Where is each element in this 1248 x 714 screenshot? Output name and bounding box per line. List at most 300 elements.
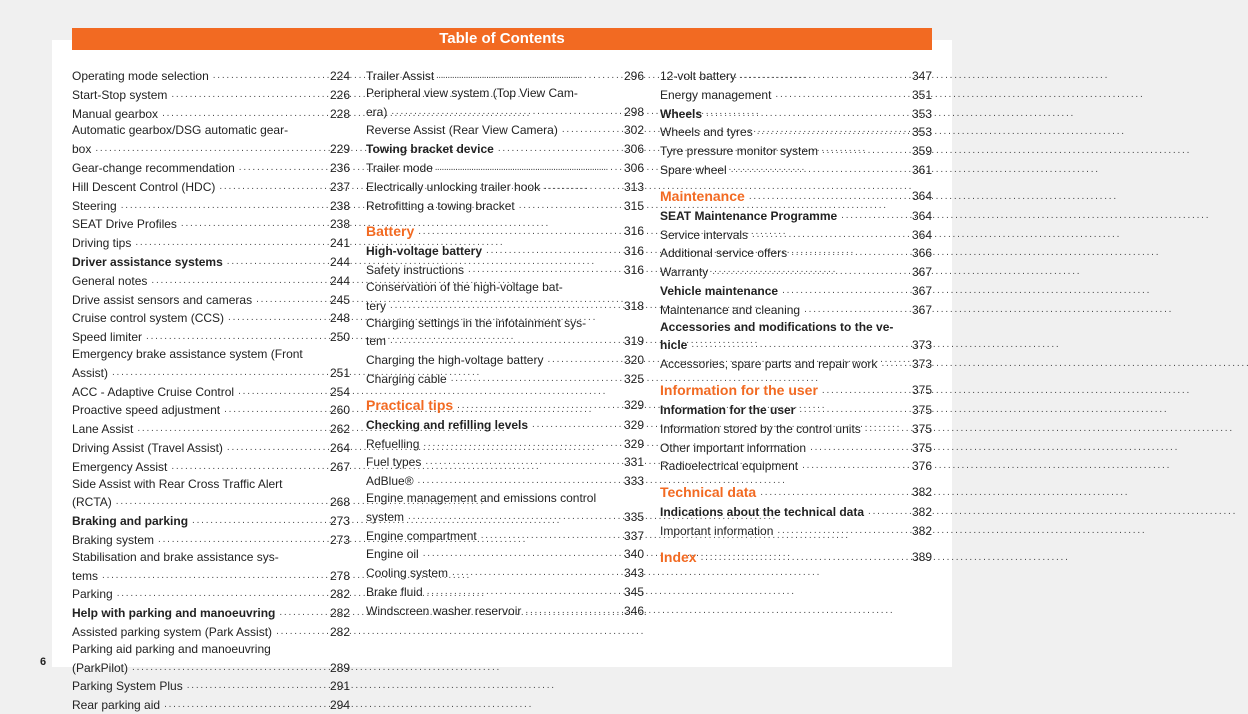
toc-entry-page: 224	[329, 69, 350, 83]
leader-dots	[390, 331, 618, 350]
leader-dots	[712, 262, 906, 281]
toc-entry-label: Driving Assist (Travel Assist)	[72, 440, 223, 455]
toc-entry-page: 333	[623, 474, 644, 489]
toc-entry-label: Tyre pressure monitor system	[660, 144, 819, 159]
leader-dots	[279, 603, 324, 622]
toc-entry-page: 361	[911, 162, 932, 177]
toc-entry-label: Rear parking aid	[72, 698, 161, 713]
toc-entry-page: 237	[329, 179, 350, 194]
toc-entry-label: Retrofitting a towing bracket	[366, 198, 515, 213]
toc-column-3	[660, 66, 932, 567]
toc-entry-page: 367	[911, 283, 932, 298]
toc-entry-page: 329	[623, 417, 644, 432]
leader-dots	[276, 622, 324, 641]
leader-dots	[135, 233, 324, 252]
toc-entry-page: 319	[623, 334, 644, 349]
toc-entry[interactable]	[72, 214, 350, 233]
toc-entry-page: 262	[329, 422, 350, 437]
toc-entry-page: 331	[623, 455, 644, 470]
toc-entry-label: Trailer mode	[366, 160, 433, 175]
toc-entry[interactable]	[660, 456, 932, 475]
toc-entry[interactable]	[72, 457, 350, 476]
toc-entry-label: Steering	[72, 198, 117, 213]
toc-entry-page: 278	[329, 568, 350, 583]
toc-entry-page: 366	[911, 246, 932, 261]
leader-dots	[162, 104, 324, 123]
toc-entry-label: Wheels and tyres	[660, 125, 753, 140]
toc-entry[interactable]	[366, 526, 644, 545]
leader-dots	[224, 400, 324, 419]
toc-entry[interactable]	[72, 177, 350, 196]
toc-entry-page: 248	[329, 311, 350, 326]
toc-entry[interactable]	[72, 695, 350, 714]
toc-entry[interactable]	[366, 471, 644, 490]
leader-dots	[777, 521, 906, 540]
toc-entry-label: Indications about the technical data	[660, 505, 865, 520]
toc-entry-page: 241	[329, 236, 350, 251]
toc-entry[interactable]	[366, 279, 644, 315]
toc-entry[interactable]	[660, 66, 932, 85]
leader-dots	[132, 658, 324, 677]
toc-entry-label: Manual gearbox	[72, 106, 159, 121]
toc-entry[interactable]	[72, 603, 350, 622]
leader-dots	[799, 400, 906, 419]
toc-entry-page: 340	[623, 547, 644, 562]
leader-dots	[158, 530, 324, 549]
toc-entry-label: Emergency Assist	[72, 459, 168, 474]
toc-entry-label: SEAT Maintenance Programme	[660, 208, 838, 223]
toc-entry-label: Electrically unlocking trailer hook	[366, 179, 541, 194]
toc-entry-label: General notes	[72, 273, 148, 288]
leader-dots	[775, 85, 906, 104]
leader-dots	[486, 241, 618, 260]
toc-entry-first-line: Charging settings in the infotainment sys-	[366, 315, 587, 330]
page-number: 6	[40, 656, 47, 668]
toc-entry-page: 264	[329, 440, 350, 455]
toc-entry-first-line: Stabilisation and brake assistance sys-	[72, 549, 279, 564]
toc-entry[interactable]	[366, 315, 644, 351]
toc-entry-page: 318	[623, 298, 644, 313]
leader-dots	[171, 85, 324, 104]
leader-dots	[239, 158, 324, 177]
leader-dots	[164, 695, 324, 714]
leader-dots	[238, 382, 324, 401]
toc-entry[interactable]	[660, 122, 932, 141]
toc-entry-label: Information for the user	[660, 381, 818, 398]
toc-entry-page: 364	[911, 188, 932, 203]
toc-entry-page: 353	[911, 125, 932, 140]
toc-entry-label: Additional service offers	[660, 246, 788, 261]
leader-dots	[187, 676, 324, 695]
toc-entry-label: hicle	[660, 338, 688, 353]
leader-dots	[562, 120, 618, 139]
toc-entry[interactable]	[660, 354, 932, 373]
toc-entry-label: (RCTA)	[72, 495, 112, 510]
leader-dots	[95, 139, 324, 158]
toc-entry-page: 376	[911, 459, 932, 474]
leader-dots	[437, 158, 618, 177]
toc-entry[interactable]	[72, 438, 350, 457]
toc-entry-first-line: Conservation of the high-voltage bat-	[366, 279, 563, 294]
toc-entry[interactable]	[366, 452, 644, 471]
toc-entry-label: Accessories, spare parts and repair work	[660, 357, 878, 372]
toc-entry-page: 251	[329, 365, 350, 380]
toc-entry-label: Speed limiter	[72, 330, 143, 345]
toc-entry-label: Wheels	[660, 106, 703, 121]
toc-entry-page: 282	[329, 587, 350, 602]
toc-entry-label: Help with parking and manoeuvring	[72, 606, 276, 621]
toc-entry[interactable]	[660, 262, 932, 281]
toc-entry[interactable]	[72, 584, 350, 603]
toc-entry[interactable]	[660, 502, 932, 521]
leader-dots	[391, 102, 618, 121]
toc-entry-page: 268	[329, 495, 350, 510]
toc-entry[interactable]	[72, 327, 350, 346]
leader-dots	[782, 281, 906, 300]
toc-entry[interactable]	[72, 476, 350, 512]
toc-entry[interactable]	[366, 241, 644, 260]
toc-entry[interactable]	[72, 676, 350, 695]
toc-entry-page: 373	[911, 338, 932, 353]
leader-dots	[525, 601, 618, 620]
toc-entry-label: (ParkPilot)	[72, 660, 129, 675]
toc-entry[interactable]	[660, 438, 932, 457]
toc-entry-label: Maintenance and cleaning	[660, 302, 801, 317]
leader-dots	[192, 511, 324, 530]
leader-dots	[425, 452, 618, 471]
leader-dots	[418, 471, 618, 490]
toc-column-2	[366, 66, 644, 620]
toc-entry[interactable]	[660, 104, 932, 123]
toc-entry[interactable]	[366, 563, 644, 582]
toc-section-heading[interactable]	[660, 185, 932, 206]
toc-entry-label: system	[366, 509, 405, 524]
leader-dots	[228, 308, 324, 327]
leader-dots	[802, 456, 906, 475]
leader-dots	[137, 419, 324, 438]
toc-entry[interactable]	[72, 122, 350, 158]
toc-entry-page: 229	[329, 142, 350, 157]
toc-entry[interactable]	[660, 225, 932, 244]
toc-entry[interactable]	[660, 85, 932, 104]
toc-entry-page: 254	[329, 384, 350, 399]
leader-dots	[791, 243, 906, 262]
toc-entry[interactable]	[72, 419, 350, 438]
toc-section-heading[interactable]	[660, 379, 932, 400]
toc-entry-page: 335	[623, 509, 644, 524]
leader-dots	[423, 544, 618, 563]
leader-dots	[544, 177, 618, 196]
leader-dots	[451, 369, 618, 388]
toc-entry-page: 238	[329, 198, 350, 213]
toc-entry[interactable]	[72, 196, 350, 215]
toc-entry-label: Hill Descent Control (HDC)	[72, 179, 216, 194]
leader-dots	[865, 419, 906, 438]
toc-entry-page: 296	[623, 69, 644, 83]
toc-entry-page: 306	[623, 142, 644, 157]
toc-entry[interactable]	[72, 66, 350, 85]
toc-entry-page: 347	[911, 69, 932, 83]
toc-entry-label: Reverse Assist (Rear View Camera)	[366, 123, 558, 138]
toc-entry[interactable]	[72, 622, 350, 641]
toc-entry[interactable]	[366, 415, 644, 434]
leader-dots	[532, 415, 618, 434]
toc-entry-page: 282	[329, 624, 350, 639]
leader-dots	[117, 584, 324, 603]
toc-entry-label: Proactive speed adjustment	[72, 403, 221, 418]
leader-dots	[102, 566, 324, 585]
leader-dots	[418, 220, 618, 241]
leader-dots	[822, 379, 906, 400]
toc-entry-page: 364	[911, 227, 932, 242]
toc-entry-label: Important information	[660, 523, 774, 538]
toc-entry[interactable]	[366, 350, 644, 369]
toc-entry-page: 236	[329, 160, 350, 175]
toc-entry-label: Engine oil	[366, 547, 419, 562]
toc-entry[interactable]	[72, 530, 350, 549]
toc-entry[interactable]	[366, 196, 644, 215]
toc-entry-label: Safety instructions	[366, 263, 465, 278]
toc-entry[interactable]	[660, 281, 932, 300]
toc-entry-page: 302	[623, 123, 644, 138]
toc-entry-first-line: Emergency brake assistance system (Front	[72, 346, 303, 361]
toc-entry-label: Index	[660, 548, 697, 565]
toc-entry-page: 389	[911, 549, 932, 564]
toc-entry[interactable]	[72, 271, 350, 290]
toc-entry-page: 373	[911, 357, 932, 372]
toc-entry-page: 316	[623, 263, 644, 278]
leader-dots	[760, 481, 906, 502]
leader-dots	[121, 196, 324, 215]
toc-entry[interactable]	[72, 400, 350, 419]
toc-entry-label: Braking system	[72, 532, 155, 547]
toc-entry-label: Assisted parking system (Park Assist)	[72, 624, 273, 639]
leader-dots	[740, 66, 906, 85]
toc-entry-label: era)	[366, 104, 388, 119]
toc-entry[interactable]	[366, 434, 644, 453]
toc-entry-page: 226	[329, 87, 350, 102]
toc-entry-page: 260	[329, 403, 350, 418]
toc-entry-page: 316	[623, 224, 644, 239]
leader-dots	[227, 252, 324, 271]
leader-dots	[438, 66, 618, 85]
toc-entry-page: 273	[329, 514, 350, 529]
toc-entry[interactable]	[660, 243, 932, 262]
leader-dots	[701, 546, 906, 567]
toc-entry-page: 375	[911, 440, 932, 455]
toc-entry-first-line: Engine management and emissions control	[366, 490, 597, 505]
toc-entry-page: 375	[911, 421, 932, 436]
toc-entry-label: Battery	[366, 223, 415, 240]
leader-dots	[427, 582, 618, 601]
toc-entry[interactable]	[660, 300, 932, 319]
leader-dots	[841, 206, 906, 225]
page-title: Table of Contents	[72, 28, 932, 50]
toc-entry[interactable]	[366, 544, 644, 563]
toc-entry-label: Windscreen washer reservoir	[366, 603, 522, 618]
leader-dots	[519, 196, 618, 215]
toc-entry-label: Radioelectrical equipment	[660, 459, 799, 474]
toc-entry-label: 12-volt battery	[660, 69, 737, 83]
toc-entry[interactable]	[72, 382, 350, 401]
toc-entry[interactable]	[72, 252, 350, 271]
toc-entry-label: Charging cable	[366, 371, 447, 386]
toc-entry[interactable]	[660, 319, 932, 355]
toc-entry-page: 375	[911, 402, 932, 417]
leader-dots	[423, 434, 618, 453]
toc-entry-label: Parking	[72, 587, 113, 602]
toc-entry-first-line: Automatic gearbox/DSG automatic gear-	[72, 123, 289, 138]
toc-entry-page: 238	[329, 217, 350, 232]
toc-entry-first-line: Peripheral view system (Top View Cam-	[366, 85, 578, 100]
toc-entry-label: Information stored by the control units	[660, 421, 861, 436]
toc-entry[interactable]	[72, 233, 350, 252]
toc-entry[interactable]	[366, 120, 644, 139]
toc-entry-page: 228	[329, 106, 350, 121]
toc-entry-label: Technical data	[660, 484, 757, 501]
toc-entry-label: Towing bracket device	[366, 142, 494, 157]
toc-entry[interactable]	[366, 66, 644, 85]
leader-dots	[151, 271, 324, 290]
toc-entry-page: 343	[623, 566, 644, 581]
toc-entry-label: Gear-change recommendation	[72, 160, 235, 175]
toc-entry-page: 298	[623, 104, 644, 119]
leader-dots	[498, 139, 618, 158]
leader-dots	[468, 260, 618, 279]
toc-entry[interactable]	[660, 400, 932, 419]
toc-entry-page: 291	[329, 679, 350, 694]
toc-entry-label: Cooling system	[366, 566, 449, 581]
toc-entry[interactable]	[366, 139, 644, 158]
toc-entry-page: 315	[623, 198, 644, 213]
toc-entry-label: Driver assistance systems	[72, 254, 223, 269]
toc-entry-label: High-voltage battery	[366, 244, 483, 259]
toc-entry-label: Charging the high-voltage battery	[366, 353, 544, 368]
toc-entry-page: 316	[623, 244, 644, 259]
toc-entry-page: 244	[329, 254, 350, 269]
toc-entry-label: Practical tips	[366, 396, 454, 413]
toc-entry[interactable]	[72, 641, 350, 677]
toc-entry-label: Operating mode selection	[72, 69, 209, 83]
toc-entry-page: 351	[911, 87, 932, 102]
toc-entry-label: Cruise control system (CCS)	[72, 311, 225, 326]
toc-entry-page: 382	[911, 485, 932, 500]
toc-entry[interactable]	[660, 521, 932, 540]
toc-entry-page: 250	[329, 330, 350, 345]
leader-dots	[810, 438, 906, 457]
toc-entry-page: 294	[329, 698, 350, 713]
toc-entry-page: 306	[623, 160, 644, 175]
toc-entry-label: tem	[366, 334, 387, 349]
toc-entry-page: 382	[911, 523, 932, 538]
toc-entry[interactable]	[660, 206, 932, 225]
toc-entry[interactable]	[72, 85, 350, 104]
toc-entry-label: Maintenance	[660, 187, 745, 204]
leader-dots	[547, 350, 618, 369]
toc-entry-label: Energy management	[660, 87, 772, 102]
leader-dots	[706, 104, 906, 123]
toc-column-1	[72, 66, 350, 714]
toc-entry-label: SEAT Drive Profiles	[72, 217, 177, 232]
toc-entry-page: 267	[329, 459, 350, 474]
toc-entry[interactable]	[366, 601, 644, 620]
leader-dots	[752, 225, 906, 244]
toc-entry[interactable]	[72, 290, 350, 309]
toc-entry-label: Brake fluid	[366, 584, 423, 599]
toc-entry-label: Drive assist sensors and cameras	[72, 292, 253, 307]
toc-entry[interactable]	[72, 308, 350, 327]
toc-entry-page: 359	[911, 144, 932, 159]
toc-entry-page: 289	[329, 660, 350, 675]
toc-entry[interactable]	[72, 158, 350, 177]
leader-dots	[213, 66, 324, 85]
leader-dots	[804, 300, 906, 319]
toc-section-heading[interactable]	[660, 546, 932, 567]
toc-entry[interactable]	[72, 511, 350, 530]
toc-entry-label: Driving tips	[72, 236, 132, 251]
leader-dots	[822, 141, 906, 160]
toc-entry-label: Service intervals	[660, 227, 749, 242]
toc-entry-page: 245	[329, 292, 350, 307]
leader-dots	[408, 507, 618, 526]
toc-entry-label: Braking and parking	[72, 514, 189, 529]
toc-entry[interactable]	[660, 160, 932, 179]
toc-entry-first-line: Side Assist with Rear Cross Traffic Alert	[72, 476, 283, 491]
toc-entry[interactable]	[366, 85, 644, 121]
toc-entry-first-line: Accessories and modifications to the ve-	[660, 319, 894, 334]
toc-entry[interactable]	[660, 419, 932, 438]
toc-entry-label: Start-Stop system	[72, 87, 168, 102]
toc-section-heading[interactable]	[366, 394, 644, 415]
toc-entry-label: Spare wheel	[660, 162, 727, 177]
toc-entry[interactable]	[366, 177, 644, 196]
leader-dots	[390, 296, 618, 315]
toc-section-heading[interactable]	[366, 220, 644, 241]
toc-entry[interactable]	[72, 346, 350, 382]
toc-entry-label: Engine compartment	[366, 528, 477, 543]
leader-dots	[481, 526, 618, 545]
toc-entry-page: 320	[623, 353, 644, 368]
leader-dots	[116, 492, 324, 511]
leader-dots	[452, 563, 618, 582]
toc-entry-page: 367	[911, 302, 932, 317]
toc-entry-page: 353	[911, 106, 932, 121]
toc-entry[interactable]	[72, 104, 350, 123]
toc-entry-label: Refuelling	[366, 436, 420, 451]
toc-entry[interactable]	[366, 369, 644, 388]
leader-dots	[256, 290, 324, 309]
leader-dots	[868, 502, 906, 521]
toc-entry[interactable]	[366, 158, 644, 177]
leader-dots	[181, 214, 324, 233]
toc-entry-label: Parking System Plus	[72, 679, 183, 694]
toc-entry-label: Information for the user	[660, 402, 796, 417]
toc-entry-page: 273	[329, 532, 350, 547]
toc-entry[interactable]	[72, 549, 350, 585]
toc-entry[interactable]	[660, 141, 932, 160]
toc-entry-label: Assist)	[72, 365, 108, 380]
toc-section-heading[interactable]	[660, 481, 932, 502]
toc-entry-page: 382	[911, 505, 932, 520]
toc-entry-page: 364	[911, 208, 932, 223]
toc-entry[interactable]	[366, 490, 644, 526]
leader-dots	[457, 394, 618, 415]
toc-entry[interactable]	[366, 582, 644, 601]
toc-entry[interactable]	[366, 260, 644, 279]
toc-entry-page: 325	[623, 371, 644, 386]
leader-dots	[171, 457, 324, 476]
toc-entry-page: 375	[911, 382, 932, 397]
